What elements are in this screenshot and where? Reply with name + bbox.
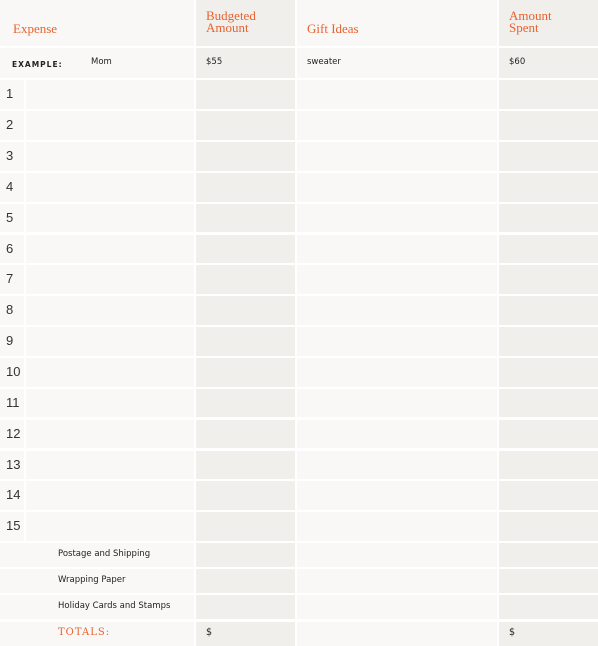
postage-shipping-cell xyxy=(0,543,194,567)
header-budgeted-amount xyxy=(196,0,295,46)
totals-budgeted: $ xyxy=(206,626,213,638)
totals-gift-cell xyxy=(297,622,497,646)
budgeted-cell[interactable] xyxy=(196,173,295,202)
totals-budgeted-cell[interactable] xyxy=(196,622,295,646)
budgeted-cell[interactable] xyxy=(196,204,295,233)
budgeted-cell[interactable] xyxy=(196,451,295,480)
spent-cell[interactable] xyxy=(499,142,598,171)
budgeted-cell[interactable] xyxy=(196,543,295,567)
budgeted-cell[interactable] xyxy=(196,142,295,171)
header-spent-line2: Spent xyxy=(509,20,539,35)
header-expense-label: Expense xyxy=(13,20,58,36)
header-amount-spent xyxy=(499,0,598,46)
row-number: 11 xyxy=(0,389,24,418)
totals-label: TOTALS: xyxy=(58,626,111,638)
gift-cell[interactable] xyxy=(297,111,497,140)
expense-cell[interactable] xyxy=(0,327,194,356)
expense-cell[interactable] xyxy=(0,265,194,294)
expense-cell[interactable] xyxy=(0,389,194,418)
gift-cell[interactable] xyxy=(297,80,497,109)
budgeted-cell[interactable] xyxy=(196,481,295,510)
budgeted-cell[interactable] xyxy=(196,569,295,593)
spent-cell[interactable] xyxy=(499,111,598,140)
header-gift-ideas xyxy=(297,0,497,46)
budgeted-cell[interactable] xyxy=(196,327,295,356)
header-budgeted-line1: Budgeted xyxy=(206,8,256,23)
example-budgeted-cell xyxy=(196,48,295,78)
spent-cell[interactable] xyxy=(499,235,598,264)
row-number: 15 xyxy=(0,512,24,541)
gift-cell[interactable] xyxy=(297,142,497,171)
row-number: 6 xyxy=(0,235,24,264)
expense-cell[interactable] xyxy=(0,235,194,264)
gift-cell[interactable] xyxy=(297,358,497,387)
expense-cell[interactable] xyxy=(0,296,194,325)
spent-cell[interactable] xyxy=(499,451,598,480)
gift-cell[interactable] xyxy=(297,595,497,619)
wrapping-paper-cell xyxy=(0,569,194,593)
holiday-cards-stamps-label: Holiday Cards and Stamps xyxy=(58,601,171,612)
example-budgeted: $55 xyxy=(206,57,223,68)
gift-cell[interactable] xyxy=(297,451,497,480)
gift-cell[interactable] xyxy=(297,389,497,418)
example-label: EXAMPLE: xyxy=(12,60,63,70)
expense-cell[interactable] xyxy=(0,481,194,510)
row-number: 10 xyxy=(0,358,24,387)
expense-cell[interactable] xyxy=(0,451,194,480)
expense-cell[interactable] xyxy=(0,204,194,233)
gift-cell[interactable] xyxy=(297,481,497,510)
postage-shipping-label: Postage and Shipping xyxy=(58,549,151,560)
example-spent: $60 xyxy=(509,57,526,68)
row-number: 8 xyxy=(0,296,24,325)
spent-cell[interactable] xyxy=(499,265,598,294)
row-number: 4 xyxy=(0,173,24,202)
expense-cell[interactable] xyxy=(0,420,194,449)
row-number: 5 xyxy=(0,204,24,233)
gift-cell[interactable] xyxy=(297,327,497,356)
expense-cell[interactable] xyxy=(0,111,194,140)
gift-cell[interactable] xyxy=(297,512,497,541)
budgeted-cell[interactable] xyxy=(196,512,295,541)
budgeted-cell[interactable] xyxy=(196,296,295,325)
gift-cell[interactable] xyxy=(297,569,497,593)
spent-cell[interactable] xyxy=(499,420,598,449)
row-number: 2 xyxy=(0,111,24,140)
gift-cell[interactable] xyxy=(297,235,497,264)
example-gift-cell xyxy=(297,48,497,78)
example-spent-cell xyxy=(499,48,598,78)
budgeted-cell[interactable] xyxy=(196,265,295,294)
spent-cell[interactable] xyxy=(499,296,598,325)
budgeted-cell[interactable] xyxy=(196,358,295,387)
example-gift: sweater xyxy=(307,57,341,68)
header-budgeted-label xyxy=(206,10,256,34)
expense-cell[interactable] xyxy=(0,358,194,387)
header-spent-label xyxy=(509,10,552,34)
row-number: 9 xyxy=(0,327,24,356)
expense-cell[interactable] xyxy=(0,142,194,171)
gift-cell[interactable] xyxy=(297,296,497,325)
row-number: 13 xyxy=(0,451,24,480)
expense-cell[interactable] xyxy=(0,80,194,109)
holiday-cards-stamps-cell xyxy=(0,595,194,619)
row-number: 14 xyxy=(0,481,24,510)
example-expense-cell xyxy=(0,48,194,78)
row-number: 1 xyxy=(0,80,24,109)
header-spent-line1: Amount xyxy=(509,8,552,23)
gift-cell[interactable] xyxy=(297,543,497,567)
totals-spent-cell[interactable] xyxy=(499,622,598,646)
row-number: 7 xyxy=(0,265,24,294)
budgeted-cell[interactable] xyxy=(196,389,295,418)
totals-spent: $ xyxy=(509,626,516,638)
header-gift-label: Gift Ideas xyxy=(307,20,359,36)
spent-cell[interactable] xyxy=(499,389,598,418)
gift-cell[interactable] xyxy=(297,420,497,449)
spent-cell[interactable] xyxy=(499,595,598,619)
row-number: 3 xyxy=(0,142,24,171)
row-number: 12 xyxy=(0,420,24,449)
spent-cell[interactable] xyxy=(499,204,598,233)
gift-cell[interactable] xyxy=(297,173,497,202)
spent-cell[interactable] xyxy=(499,543,598,567)
wrapping-paper-label: Wrapping Paper xyxy=(58,575,126,586)
spent-cell[interactable] xyxy=(499,327,598,356)
header-budgeted-line2: Amount xyxy=(206,20,249,35)
budgeted-cell[interactable] xyxy=(196,235,295,264)
gift-cell[interactable] xyxy=(297,204,497,233)
budgeted-cell[interactable] xyxy=(196,111,295,140)
spent-cell[interactable] xyxy=(499,358,598,387)
spent-cell[interactable] xyxy=(499,173,598,202)
budgeted-cell[interactable] xyxy=(196,420,295,449)
totals-label-cell xyxy=(0,622,194,646)
expense-cell[interactable] xyxy=(0,173,194,202)
budgeted-cell[interactable] xyxy=(196,595,295,619)
spent-cell[interactable] xyxy=(499,569,598,593)
gift-cell[interactable] xyxy=(297,265,497,294)
spent-cell[interactable] xyxy=(499,481,598,510)
expense-cell[interactable] xyxy=(0,512,194,541)
budgeted-cell[interactable] xyxy=(196,80,295,109)
spent-cell[interactable] xyxy=(499,512,598,541)
header-expense xyxy=(0,0,194,46)
example-name: Mom xyxy=(91,57,112,68)
spent-cell[interactable] xyxy=(499,80,598,109)
